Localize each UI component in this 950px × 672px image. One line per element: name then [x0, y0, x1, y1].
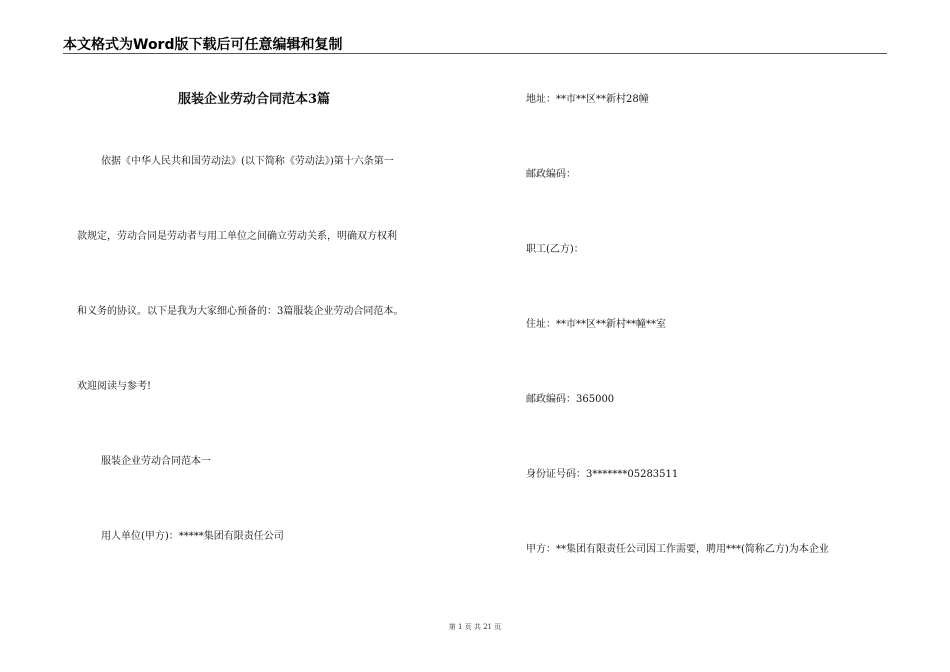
document-title: 服装企业劳动合同范本3篇: [178, 92, 331, 107]
section-heading: 服装企业劳动合同范本一: [101, 456, 211, 467]
page-header: 本文格式为Word版下载后可任意编辑和复制: [63, 37, 343, 53]
id-number-line: 身份证号码：3*******05283511: [526, 469, 679, 480]
paragraph-line: 款规定，劳动合同是劳动者与用工单位之间确立劳动关系，明确双方权利: [77, 231, 397, 242]
employee-line: 职工(乙方)：: [526, 244, 584, 255]
employer-line: 用人单位(甲方)：*****集团有限责任公司: [101, 531, 284, 542]
paragraph-line: 欢迎阅读与参考!: [77, 381, 152, 392]
paragraph-line: 和义务的协议。以下是我为大家细心预备的：3篇服装企业劳动合同范本。: [77, 306, 404, 317]
page-footer: 第 1 页 共 21 页: [448, 623, 502, 631]
paragraph-line: 依据《中华人民共和国劳动法》(以下简称《劳动法》)第十六条第一: [101, 156, 394, 167]
residence-line: 住址：**市**区**新村**幢**室: [526, 319, 666, 330]
header-rule: [63, 53, 887, 54]
postal-code-line: 邮政编码：365000: [526, 394, 615, 405]
postal-code-line: 邮政编码：: [526, 169, 576, 180]
party-a-line: 甲方：**集团有限责任公司因工作需要，聘用***(简称乙方)为本企业: [526, 544, 829, 555]
address-line: 地址：**市**区**新村28幢: [526, 94, 649, 105]
